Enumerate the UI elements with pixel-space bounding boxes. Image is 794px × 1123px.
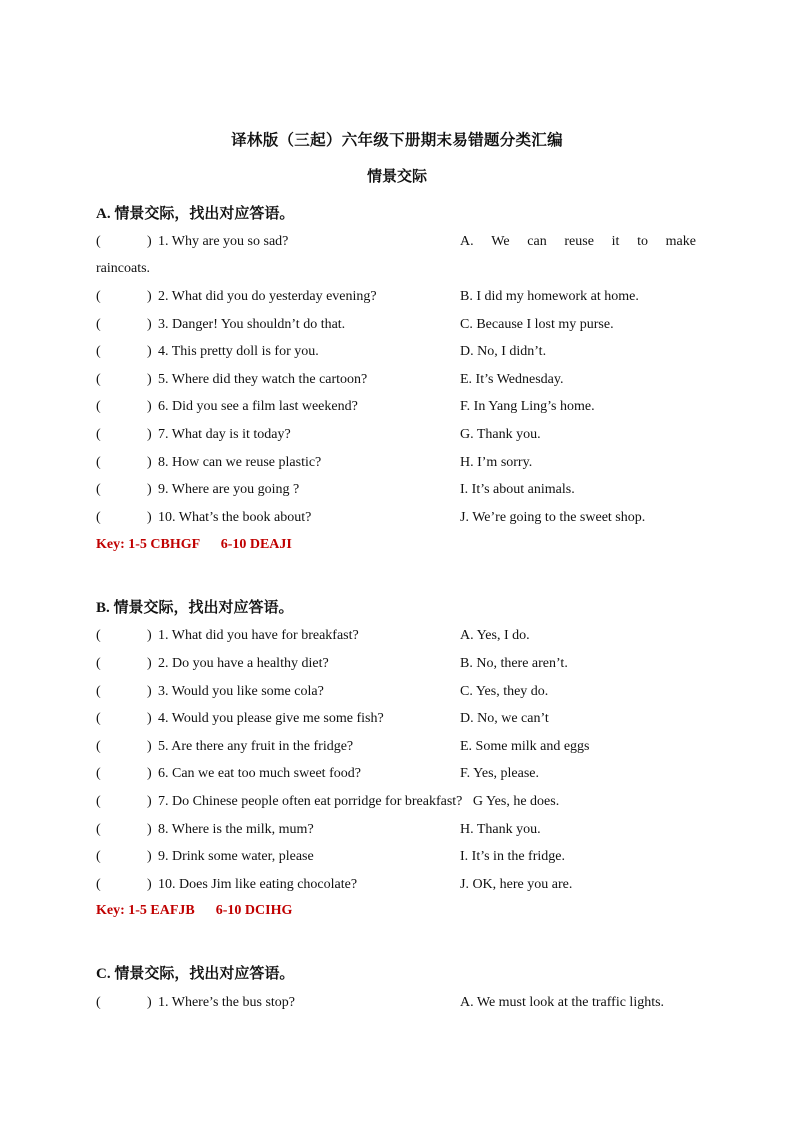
answer-option: B. No, there aren’t. <box>460 656 568 671</box>
answer-blank-close: ) <box>147 427 152 442</box>
answer-blank-open[interactable]: ( <box>96 234 101 249</box>
answer-blank-open[interactable]: ( <box>96 455 101 470</box>
section-b-question-row <box>96 849 696 869</box>
answer-blank-open[interactable]: ( <box>96 711 101 726</box>
answer-word: to <box>637 234 648 249</box>
section-b-answer-key: Key: 1-5 EAFJB 6-10 DCIHG <box>96 903 293 918</box>
answer-option: E. Some milk and eggs <box>460 739 590 754</box>
answer-blank-open[interactable]: ( <box>96 684 101 699</box>
answer-option: F. In Yang Ling’s home. <box>460 399 595 414</box>
answer-word: We <box>491 234 510 249</box>
section-a-question-row <box>96 510 696 530</box>
answer-blank-open[interactable]: ( <box>96 794 101 809</box>
question-text: 4. Would you please give me some fish? <box>158 711 384 726</box>
answer-blank-open[interactable]: ( <box>96 849 101 864</box>
answer-blank-open[interactable]: ( <box>96 482 101 497</box>
section-a-answer-key: Key: 1-5 CBHGF 6-10 DEAJI <box>96 537 292 552</box>
answer-option: D. No, I didn’t. <box>460 344 547 359</box>
answer-blank-close: ) <box>147 317 152 332</box>
answer-word: A. <box>460 234 474 249</box>
answer-option: A. We must look at the traffic lights. <box>460 995 665 1010</box>
answer-blank-close: ) <box>147 656 152 671</box>
question-text: 2. Do you have a healthy diet? <box>158 656 329 671</box>
question-text: 9. Drink some water, please <box>158 849 314 864</box>
answer-blank-close: ) <box>147 455 152 470</box>
answer-blank-open[interactable]: ( <box>96 766 101 781</box>
answer-option: I. It’s about animals. <box>460 482 575 497</box>
section-a-question-row <box>96 289 696 309</box>
section-b-question-row <box>96 766 696 786</box>
section-a-question-row <box>96 344 696 364</box>
answer-blank-open[interactable]: ( <box>96 822 101 837</box>
answer-blank-open[interactable]: ( <box>96 372 101 387</box>
question-text: 2. What did you do yesterday evening? <box>158 289 377 304</box>
answer-blank-close: ) <box>147 289 152 304</box>
answer-blank-close: ) <box>147 628 152 643</box>
section-a-question-row <box>96 455 696 475</box>
answer-blank-open[interactable]: ( <box>96 510 101 525</box>
answer-blank-close: ) <box>147 234 152 249</box>
section-a-heading: A. 情景交际，找出对应答语。 <box>96 206 295 222</box>
answer-blank-close: ) <box>147 344 152 359</box>
answer-option: J. OK, here you are. <box>460 877 573 892</box>
answer-option: C. Because I lost my purse. <box>460 317 614 332</box>
section-a-question-row <box>96 234 696 254</box>
answer-blank-close: ) <box>147 739 152 754</box>
section-a-question-row <box>96 317 696 337</box>
answer-option: A. Yes, I do. <box>460 628 530 643</box>
answer-blank-close: ) <box>147 822 152 837</box>
question-text: 3. Would you like some cola? <box>158 684 324 699</box>
answer-blank-close: ) <box>147 995 152 1010</box>
section-c-question-row <box>96 995 696 1015</box>
answer-option: I. It’s in the fridge. <box>460 849 565 864</box>
question-text: 5. Where did they watch the cartoon? <box>158 372 368 387</box>
question-text: 8. How can we reuse plastic? <box>158 455 322 470</box>
answer-blank-close: ) <box>147 711 152 726</box>
answer-blank-open[interactable]: ( <box>96 427 101 442</box>
section-b-question-row <box>96 711 696 731</box>
section-a-question-row <box>96 427 696 447</box>
answer-blank-close: ) <box>147 794 152 809</box>
section-b-question-row <box>96 628 696 648</box>
section-b-heading: B. 情景交际，找出对应答语。 <box>96 600 294 616</box>
answer-continuation: raincoats. <box>96 261 151 276</box>
question-text: 1. Where’s the bus stop? <box>158 995 295 1010</box>
answer-option: G. Thank you. <box>460 427 541 442</box>
question-text: 8. Where is the milk, mum? <box>158 822 314 837</box>
answer-option: F. Yes, please. <box>460 766 539 781</box>
answer-blank-open[interactable]: ( <box>96 399 101 414</box>
section-b-question-row <box>96 877 696 897</box>
answer-blank-close: ) <box>147 510 152 525</box>
answer-word: can <box>527 234 547 249</box>
question-text: 10. Does Jim like eating chocolate? <box>158 877 358 892</box>
section-c-heading: C. 情景交际，找出对应答语。 <box>96 966 295 982</box>
answer-option: J. We’re going to the sweet shop. <box>460 510 646 525</box>
document-title: 译林版（三起）六年级下册期末易错题分类汇编 <box>231 132 563 149</box>
question-text: 7. Do Chinese people often eat porridge for breakfast? G Yes, he does. <box>158 794 560 809</box>
question-text: 1. What did you have for breakfast? <box>158 628 359 643</box>
answer-blank-open[interactable]: ( <box>96 739 101 754</box>
question-text: 5. Are there any fruit in the fridge? <box>158 739 354 754</box>
answer-blank-open[interactable]: ( <box>96 995 101 1010</box>
section-a-question-row <box>96 399 696 419</box>
answer-word: it <box>611 234 620 249</box>
answer-option: E. It’s Wednesday. <box>460 372 564 387</box>
answer-blank-open[interactable]: ( <box>96 317 101 332</box>
answer-option: B. I did my homework at home. <box>460 289 639 304</box>
answer-blank-close: ) <box>147 399 152 414</box>
question-text: 6. Can we eat too much sweet food? <box>158 766 361 781</box>
answer-blank-open[interactable]: ( <box>96 877 101 892</box>
section-b-question-row <box>96 794 696 814</box>
answer-blank-close: ) <box>147 849 152 864</box>
answer-blank-close: ) <box>147 482 152 497</box>
answer-blank-close: ) <box>147 684 152 699</box>
section-a-question-row <box>96 482 696 502</box>
question-text: 3. Danger! You shouldn’t do that. <box>158 317 346 332</box>
document-subtitle: 情景交际 <box>366 169 427 185</box>
answer-option: D. No, we can’t <box>460 711 549 726</box>
question-text: 10. What’s the book about? <box>158 510 312 525</box>
answer-option: C. Yes, they do. <box>460 684 549 699</box>
section-b-question-row <box>96 656 696 676</box>
question-text: 6. Did you see a film last weekend? <box>158 399 358 414</box>
answer-option <box>460 234 696 250</box>
answer-option: H. I’m sorry. <box>460 455 533 470</box>
section-b-question-row <box>96 822 696 842</box>
question-text: 4. This pretty doll is for you. <box>158 344 319 359</box>
answer-blank-close: ) <box>147 766 152 781</box>
section-a-question-row <box>96 372 696 392</box>
question-text: 1. Why are you so sad? <box>158 234 289 249</box>
answer-blank-open[interactable]: ( <box>96 628 101 643</box>
question-text: 7. What day is it today? <box>158 427 291 442</box>
answer-blank-close: ) <box>147 877 152 892</box>
section-b-question-row <box>96 739 696 759</box>
answer-blank-open[interactable]: ( <box>96 344 101 359</box>
answer-word: make <box>665 234 696 249</box>
answer-word: reuse <box>564 234 594 249</box>
answer-blank-close: ) <box>147 372 152 387</box>
answer-blank-open[interactable]: ( <box>96 289 101 304</box>
answer-option: H. Thank you. <box>460 822 541 837</box>
section-b-question-row <box>96 684 696 704</box>
answer-blank-open[interactable]: ( <box>96 656 101 671</box>
question-text: 9. Where are you going ? <box>158 482 300 497</box>
